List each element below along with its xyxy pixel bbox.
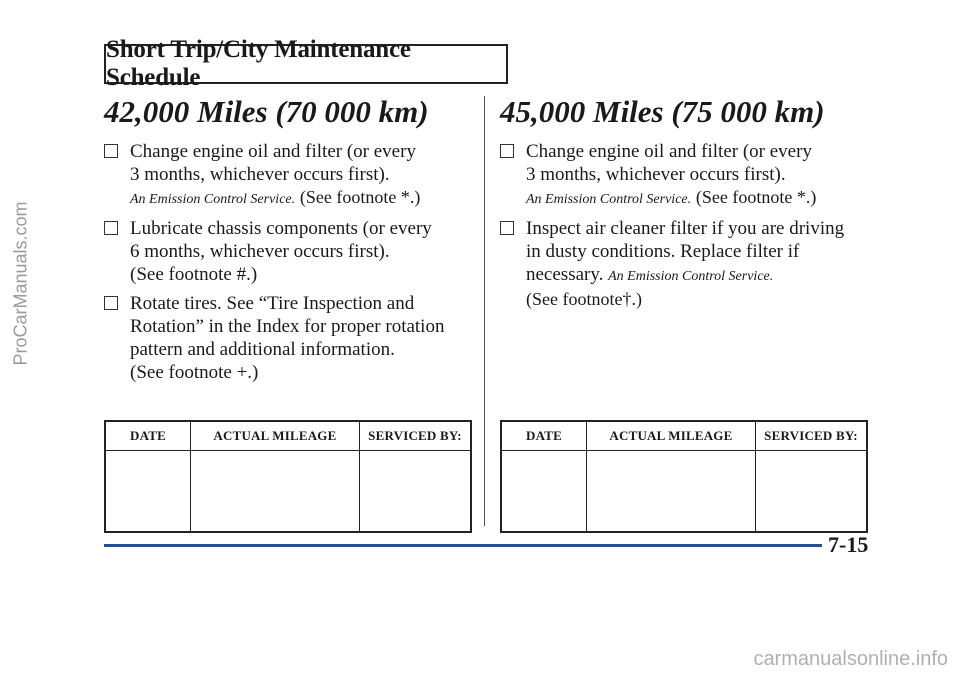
- serviced-by-entry-cell[interactable]: [755, 451, 867, 533]
- date-entry-cell[interactable]: [105, 451, 191, 533]
- service-log-table-left: [104, 420, 472, 533]
- emission-note: An Emission Control Service.: [526, 192, 692, 207]
- bottom-watermark: carmanualsonline.info: [753, 648, 948, 670]
- footer-rule: [104, 544, 822, 547]
- right-item-air-filter: Inspect air cleaner filter if you are driving in dusty conditions. Replace filter if necessary. An Emission Control Service. (See footnote†.): [500, 217, 870, 311]
- footnote-ref: (See footnote†.): [526, 289, 642, 309]
- left-column-title: 42,000 Miles (70 000 km): [104, 94, 429, 129]
- column-header-date: DATE: [105, 421, 191, 451]
- emission-note: An Emission Control Service.: [608, 269, 774, 284]
- schedule-title: Short Trip/City Maintenance Schedule: [106, 36, 411, 91]
- footnote-ref: (See footnote *.): [299, 187, 421, 207]
- column-header-serviced-by: SERVICED BY:: [359, 421, 471, 451]
- left-item-rotate-tires: Rotate tires. See “Tire Inspection and Rotation” in the Index for proper rotation pattern and additional information. (See footnote +.): [104, 292, 474, 384]
- column-header-actual-mileage: ACTUAL MILEAGE: [587, 421, 756, 451]
- checkbox-icon[interactable]: [104, 296, 118, 310]
- column-divider: [484, 96, 485, 526]
- right-item-oil-change: Change engine oil and filter (or every 3 months, whichever occurs first). An Emission Control Service. (See footnote *.): [500, 140, 870, 211]
- left-column-42000: [104, 94, 474, 390]
- right-column-title: 45,000 Miles (75 000 km): [500, 94, 825, 129]
- date-entry-cell[interactable]: [501, 451, 587, 533]
- mileage-entry-cell[interactable]: [587, 451, 756, 533]
- column-header-serviced-by: SERVICED BY:: [755, 421, 867, 451]
- service-log-table-right: [500, 420, 868, 533]
- emission-note: An Emission Control Service.: [130, 192, 296, 207]
- checkbox-icon[interactable]: [500, 144, 514, 158]
- right-column-45000: [500, 94, 870, 317]
- serviced-by-entry-cell[interactable]: [359, 451, 471, 533]
- column-header-date: DATE: [501, 421, 587, 451]
- left-item-oil-change: Change engine oil and filter (or every 3 months, whichever occurs first). An Emission Control Service. (See footnote *.): [104, 140, 474, 211]
- checkbox-icon[interactable]: [104, 221, 118, 235]
- left-item-lubricate-chassis: Lubricate chassis components (or every 6 months, whichever occurs first). (See footnote #.): [104, 217, 474, 286]
- checkbox-icon[interactable]: [500, 221, 514, 235]
- schedule-title-box: [104, 36, 508, 91]
- footnote-ref: (See footnote *.): [695, 187, 817, 207]
- side-watermark: ProCarManuals.com: [10, 200, 31, 366]
- page-number: 7-15: [828, 532, 869, 557]
- checkbox-icon[interactable]: [104, 144, 118, 158]
- mileage-entry-cell[interactable]: [191, 451, 360, 533]
- column-header-actual-mileage: ACTUAL MILEAGE: [191, 421, 360, 451]
